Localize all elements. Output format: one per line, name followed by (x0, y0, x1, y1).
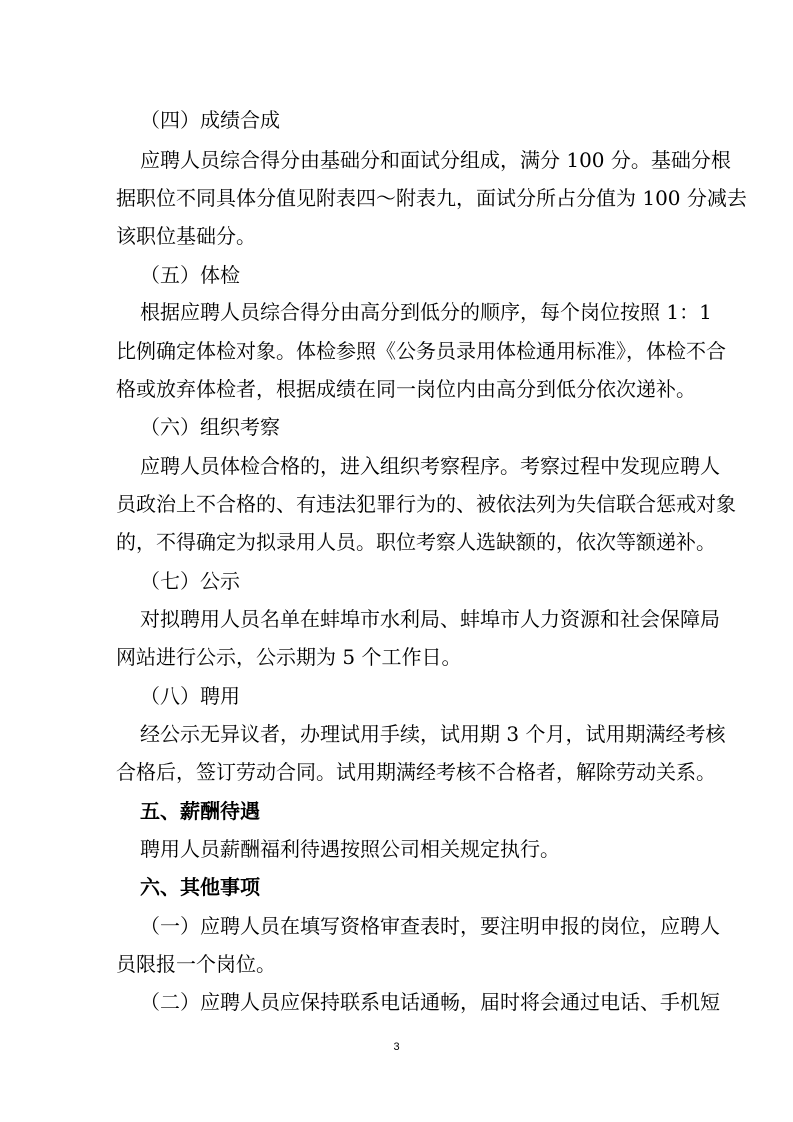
paragraph-line: （一）应聘人员在填写资格审查表时，要注明申报的岗位，应聘人 (140, 914, 720, 938)
paragraph-line: 对拟聘用人员名单在蚌埠市水利局、蚌埠市人力资源和社会保障局 (140, 607, 720, 631)
paragraph-line: 应聘人员体检合格的，进入组织考察程序。考察过程中发现应聘人 (140, 454, 720, 478)
paragraph-line: 据职位不同具体分值见附表四～附表九，面试分所占分值为 100 分减去 (116, 186, 747, 210)
paragraph-line: 根据应聘人员综合得分由高分到低分的顺序，每个岗位按照 1：1 (140, 300, 712, 324)
chapter-heading-salary: 五、薪酬待遇 (140, 799, 260, 823)
paragraph-line: （二）应聘人员应保持联系电话通畅，届时将会通过电话、手机短 (140, 990, 720, 1014)
paragraph-line: 格或放弃体检者，根据成绩在同一岗位内由高分到低分依次递补。 (116, 377, 696, 401)
section-heading-employment: （八）聘用 (140, 684, 240, 708)
paragraph-line: 的，不得确定为拟录用人员。职位考察人选缺额的，依次等额递补。 (116, 530, 716, 554)
paragraph-line: 员政治上不合格的、有违法犯罪行为的、被依法列为失信联合惩戒对象 (116, 492, 736, 516)
paragraph-line: 合格后，签订劳动合同。试用期满经考核不合格者，解除劳动关系。 (116, 760, 716, 784)
paragraph-line: 员限报一个岗位。 (116, 952, 276, 976)
section-heading-inspection: （六）组织考察 (140, 415, 280, 439)
paragraph-line: 比例确定体检对象。体检参照《公务员录用体检通用标准》，体检不合 (116, 339, 726, 363)
section-heading-score: （四）成绩合成 (140, 108, 280, 132)
paragraph-line: 该职位基础分。 (116, 224, 256, 248)
section-heading-publicity: （七）公示 (140, 569, 240, 593)
page-number: 3 (393, 1041, 400, 1053)
section-heading-physical-exam: （五）体检 (140, 263, 240, 287)
paragraph-line: 应聘人员综合得分由基础分和面试分组成，满分 100 分。基础分根 (140, 148, 731, 172)
paragraph-line: 聘用人员薪酬福利待遇按照公司相关规定执行。 (140, 837, 560, 861)
chapter-heading-other: 六、其他事项 (140, 875, 260, 899)
paragraph-line: 网站进行公示，公示期为 5 个工作日。 (116, 645, 462, 669)
paragraph-line: 经公示无异议者，办理试用手续，试用期 3 个月，试用期满经考核 (140, 722, 726, 746)
